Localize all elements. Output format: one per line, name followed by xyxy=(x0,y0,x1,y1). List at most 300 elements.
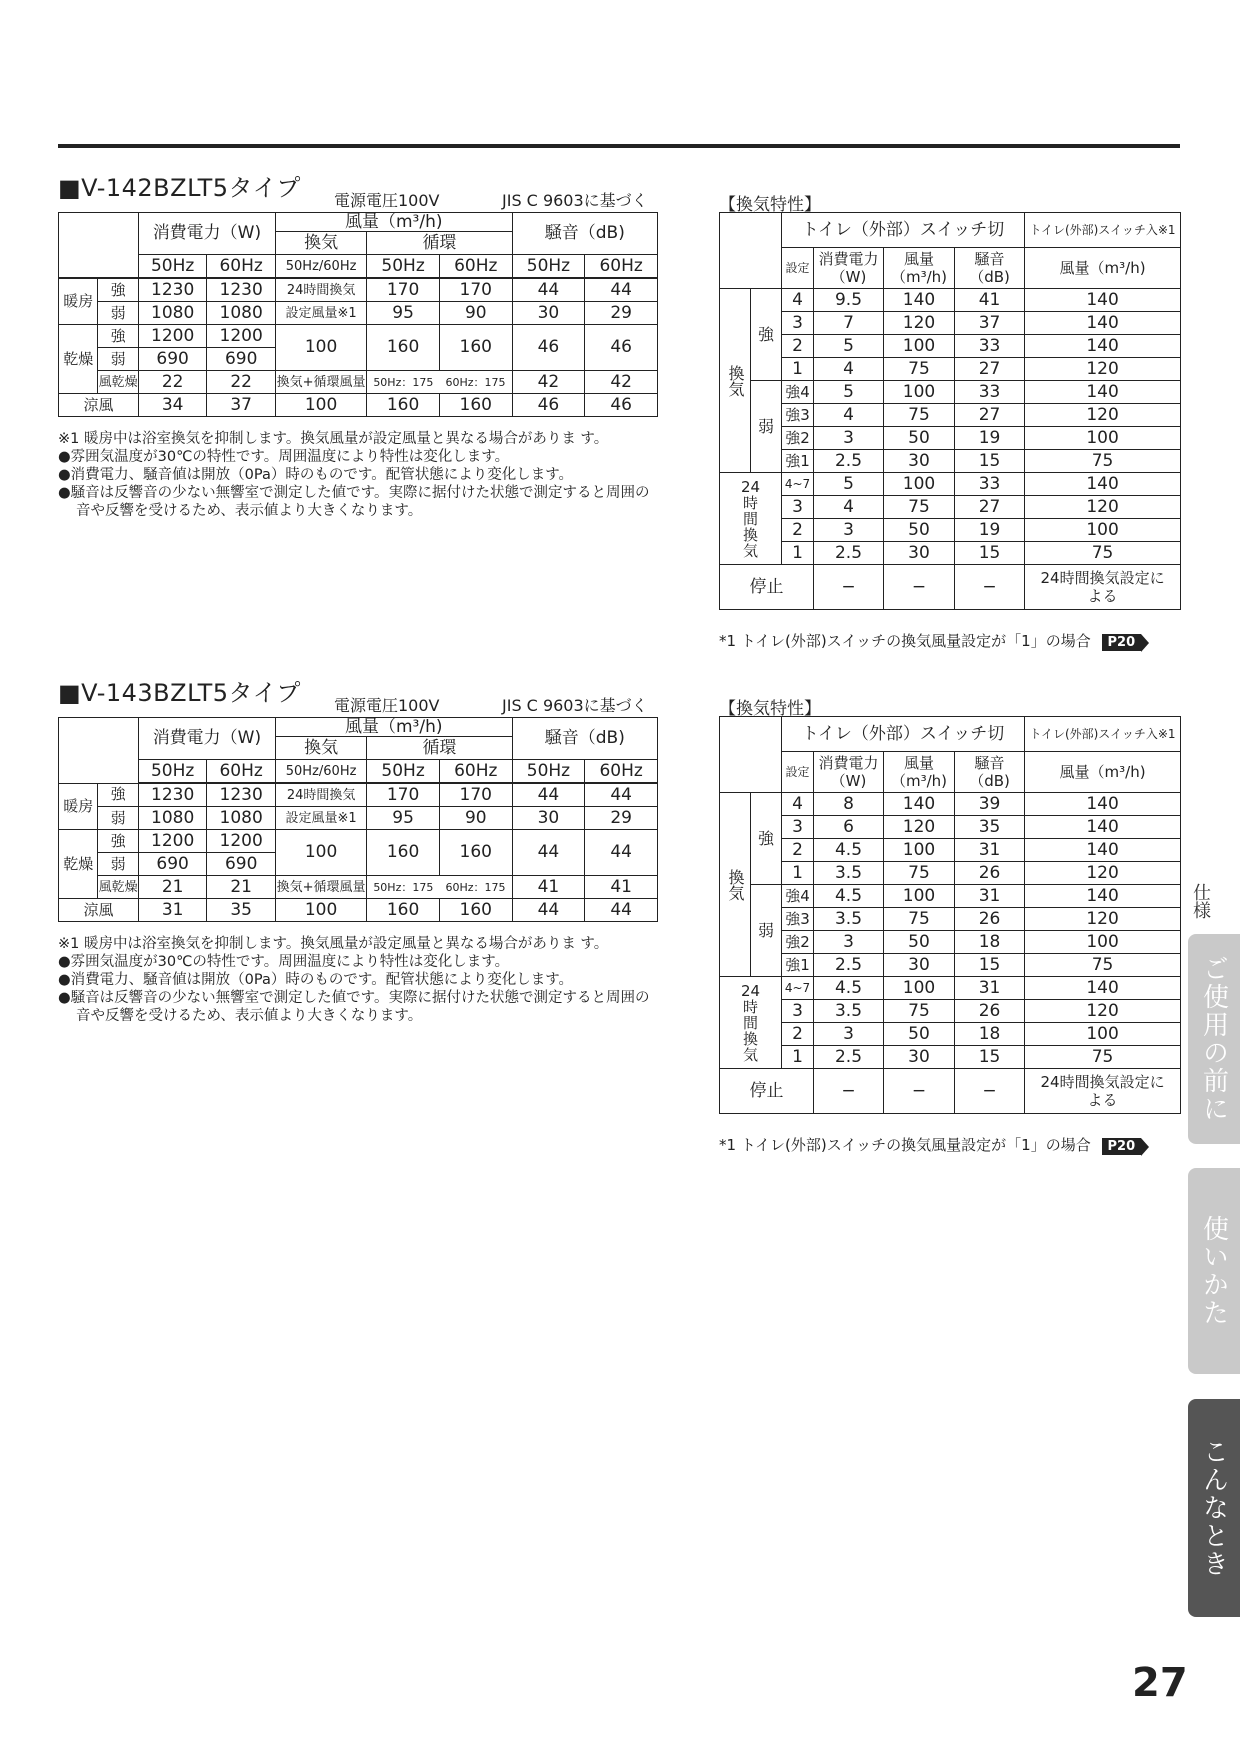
vent-cell: 強1 xyxy=(782,954,814,977)
table-cell: 24時間換気 xyxy=(275,783,366,807)
table-cell: 設定風量※1 xyxy=(275,302,366,325)
header-noise: 騒音（dB) xyxy=(512,213,657,255)
notes xyxy=(58,430,658,520)
vent-cell: 8 xyxy=(814,793,884,816)
table-cell: 44 xyxy=(585,783,658,807)
table-cell: 1200 xyxy=(138,325,207,348)
table-cell: 1080 xyxy=(207,302,276,325)
header-circ: 循環 xyxy=(367,737,512,760)
vent-stop-label: 停止 xyxy=(720,565,814,610)
vent-cell: 140 xyxy=(1025,793,1181,816)
vent-cell: 75 xyxy=(884,908,955,931)
vent-cell: 140 xyxy=(1025,312,1181,335)
table-cell: 24時間換気 xyxy=(275,278,366,302)
vent-cell: 4 xyxy=(782,793,814,816)
vent-cell: 100 xyxy=(884,977,955,1000)
vent-col-setting: 設定 xyxy=(782,248,814,289)
row-label: 強 xyxy=(98,830,138,853)
vent-cell: 2.5 xyxy=(814,1046,884,1069)
vent-cell: 31 xyxy=(955,977,1025,1000)
table-cell: 100 xyxy=(275,325,366,371)
vent-cell: 75 xyxy=(884,358,955,381)
table-cell: 1200 xyxy=(138,830,207,853)
table-cell: 1230 xyxy=(207,783,276,807)
vent-title: 【換気特性】 xyxy=(719,195,821,215)
vent-cell: 100 xyxy=(884,473,955,496)
vent-cell: 75 xyxy=(1025,450,1181,473)
table-cell: 30 xyxy=(512,302,585,325)
vent-cell: 4.5 xyxy=(814,839,884,862)
header-vent: 換気 xyxy=(275,232,366,255)
vent-cell: 100 xyxy=(884,335,955,358)
vent-cell: − xyxy=(884,1069,955,1114)
vent-cell: 1 xyxy=(782,358,814,381)
vent-cell: 100 xyxy=(1025,519,1181,542)
table-cell: 22 xyxy=(207,371,276,394)
hz-cell: 60Hz xyxy=(439,255,512,279)
vent-cell: 強4 xyxy=(782,885,814,908)
table-cell: 1230 xyxy=(138,278,207,302)
vent-cell: 140 xyxy=(1025,816,1181,839)
table-cell: 46 xyxy=(512,394,585,417)
vent-col-power: 消費電力（W) xyxy=(814,248,884,289)
vent-table xyxy=(719,716,1181,1114)
vent-cell: 50 xyxy=(884,1023,955,1046)
table-cell: 1230 xyxy=(207,278,276,302)
vent-cell: 140 xyxy=(1025,473,1181,496)
vent-cell: 強2 xyxy=(782,931,814,954)
table-cell: 60Hz：175 xyxy=(439,876,512,899)
vent-cell: 35 xyxy=(955,816,1025,839)
table-cell: 160 xyxy=(439,899,512,922)
table-cell: 160 xyxy=(367,830,440,876)
note: ●雰囲気温度が30℃の特性です。周囲温度により特性は変化します。 xyxy=(58,954,510,970)
vent-cell: 50 xyxy=(884,427,955,450)
vent-col-noise: 騒音（dB) xyxy=(955,248,1025,289)
vent-cell: 2 xyxy=(782,519,814,542)
vent-cell: 26 xyxy=(955,862,1025,885)
voltage-label: 電源電圧100V xyxy=(334,191,440,210)
hz-cell: 60Hz xyxy=(207,760,276,784)
table-cell: 95 xyxy=(367,807,440,830)
vent-cell: 3 xyxy=(814,1023,884,1046)
vent-cell: 140 xyxy=(1025,335,1181,358)
vent-cell: 120 xyxy=(1025,404,1181,427)
vent-cell: 140 xyxy=(884,289,955,312)
table-cell: 21 xyxy=(207,876,276,899)
row-group-dry: 乾燥 xyxy=(59,325,98,394)
page-number: 27 xyxy=(1132,1660,1188,1706)
vent-cell: 15 xyxy=(955,1046,1025,1069)
vent-cell: 9.5 xyxy=(814,289,884,312)
vent-cell: 100 xyxy=(884,381,955,404)
vent-group-vent: 換気 xyxy=(720,289,751,473)
row-label: 弱 xyxy=(98,853,138,876)
page-ref-badge[interactable]: P20 xyxy=(1102,634,1142,651)
table-cell: 90 xyxy=(439,302,512,325)
table-cell: 160 xyxy=(439,394,512,417)
spec-title: ■V-143BZLT5タイプ xyxy=(58,679,301,707)
hz-cell: 60Hz xyxy=(207,255,276,279)
vent-cell: 2 xyxy=(782,839,814,862)
vent-cell: 31 xyxy=(955,885,1025,908)
vent-cell: 75 xyxy=(1025,542,1181,565)
vent-cell: 4 xyxy=(814,496,884,519)
vent-cell: 4.5 xyxy=(814,977,884,1000)
row-label: 弱 xyxy=(98,302,138,325)
table-cell: 1200 xyxy=(207,325,276,348)
table-cell: 170 xyxy=(367,278,440,302)
vent-cell: 140 xyxy=(1025,977,1181,1000)
hz-cell: 60Hz xyxy=(585,255,658,279)
vent-cell: 140 xyxy=(884,793,955,816)
vent-cell: 19 xyxy=(955,519,1025,542)
table-cell: 42 xyxy=(585,371,658,394)
vent-switch-off: トイレ（外部）スイッチ切 xyxy=(782,717,1025,752)
vent-cell: 6 xyxy=(814,816,884,839)
vent-cell: 7 xyxy=(814,312,884,335)
header-corner xyxy=(59,718,139,784)
table-cell: 160 xyxy=(439,325,512,371)
footnote-text: *1 トイレ(外部)スイッチの換気風量設定が「1」の場合 xyxy=(719,632,1091,650)
table-cell: 95 xyxy=(367,302,440,325)
vent-cell: 18 xyxy=(955,1023,1025,1046)
vent-cell: 75 xyxy=(884,862,955,885)
vent-cell: 2.5 xyxy=(814,542,884,565)
header-noise: 騒音（dB) xyxy=(512,718,657,760)
vent-cell: 27 xyxy=(955,404,1025,427)
table-cell: 22 xyxy=(138,371,207,394)
header-airflow: 風量（m³/h) xyxy=(275,718,512,737)
vent-cell: 33 xyxy=(955,335,1025,358)
vent-cell: 3 xyxy=(814,931,884,954)
vent-cell: 4 xyxy=(814,358,884,381)
table-cell: 690 xyxy=(138,348,207,371)
vent-cell: 75 xyxy=(1025,954,1181,977)
header-corner xyxy=(59,213,139,279)
header-power: 消費電力（W) xyxy=(138,213,275,255)
table-cell: 46 xyxy=(585,394,658,417)
table-cell: 37 xyxy=(207,394,276,417)
header-circ: 循環 xyxy=(367,232,512,255)
vent-cell: 4.5 xyxy=(814,885,884,908)
vent-col-airflow-on: 風量（m³/h) xyxy=(1025,752,1181,793)
vent-cell: 100 xyxy=(1025,931,1181,954)
vent-col-airflow: 風量（m³/h) xyxy=(884,248,955,289)
vent-cell: 120 xyxy=(1025,908,1181,931)
vent-cell: 1 xyxy=(782,1046,814,1069)
vent-cell: 5 xyxy=(814,381,884,404)
table-cell: 170 xyxy=(367,783,440,807)
vent-cell: 強3 xyxy=(782,404,814,427)
vent-cell: 100 xyxy=(1025,1023,1181,1046)
hz-cell: 50Hz xyxy=(367,255,440,279)
vent-cell: 2.5 xyxy=(814,954,884,977)
table-cell: 30 xyxy=(512,807,585,830)
vent-cell: 1 xyxy=(782,542,814,565)
table-cell: 41 xyxy=(585,876,658,899)
hz-cell: 50Hz/60Hz xyxy=(275,255,366,279)
table-cell: 44 xyxy=(512,830,585,876)
table-cell: 690 xyxy=(207,348,276,371)
vent-col-airflow: 風量（m³/h) xyxy=(884,752,955,793)
note: ●消費電力、騒音値は開放（0Pa）時のものです。配管状態により変化します。 xyxy=(58,972,574,988)
vent-stop-label: 停止 xyxy=(720,1069,814,1114)
hz-cell: 60Hz xyxy=(439,760,512,784)
note: ※1 暖房中は浴室換気を抑制します。換気風量が設定風量と異なる場合がありま す。 xyxy=(58,936,609,952)
table-cell: 29 xyxy=(585,302,658,325)
vent-cell: − xyxy=(814,1069,884,1114)
vent-cell: 75 xyxy=(884,496,955,519)
vent-cell: 50 xyxy=(884,931,955,954)
standard-label: JIS C 9603に基づく xyxy=(502,696,648,715)
vent-group-strong: 強 xyxy=(751,289,782,381)
vent-cell: 120 xyxy=(1025,496,1181,519)
vent-cell: 140 xyxy=(1025,381,1181,404)
table-cell: 160 xyxy=(439,830,512,876)
table-cell: 1230 xyxy=(138,783,207,807)
footnote-text: *1 トイレ(外部)スイッチの換気風量設定が「1」の場合 xyxy=(719,1136,1091,1154)
vent-cell: 4 xyxy=(814,404,884,427)
row-group-heat: 暖房 xyxy=(59,783,98,830)
row-label: 弱 xyxy=(98,348,138,371)
table-cell: 60Hz：175 xyxy=(439,371,512,394)
vent-col-noise: 騒音（dB) xyxy=(955,752,1025,793)
tab-troubleshoot[interactable]: こんなとき xyxy=(1188,1399,1240,1617)
side-label-spec: 仕様 xyxy=(1190,883,1211,919)
row-label: 涼風 xyxy=(59,899,139,922)
hz-cell: 50Hz xyxy=(367,760,440,784)
vent-cell: 18 xyxy=(955,931,1025,954)
vent-group-weak: 弱 xyxy=(751,381,782,473)
vent-cell: 75 xyxy=(884,404,955,427)
vent-cell: 3 xyxy=(782,312,814,335)
vent-cell: 30 xyxy=(884,450,955,473)
vent-cell: 100 xyxy=(1025,427,1181,450)
hz-cell: 50Hz xyxy=(512,255,585,279)
table-cell: 100 xyxy=(275,394,366,417)
row-label: 風乾燥 xyxy=(98,876,138,899)
table-cell: 44 xyxy=(585,899,658,922)
header-power: 消費電力（W) xyxy=(138,718,275,760)
vent-cell: 24時間換気設定による xyxy=(1025,1069,1181,1114)
vent-cell: 27 xyxy=(955,496,1025,519)
vent-cell: 19 xyxy=(955,427,1025,450)
table-cell: 50Hz：175 xyxy=(367,371,440,394)
top-rule xyxy=(58,144,1180,148)
vent-cell: 3 xyxy=(782,816,814,839)
vent-group-weak: 弱 xyxy=(751,885,782,977)
vent-cell: 120 xyxy=(884,312,955,335)
vent-cell: 強1 xyxy=(782,450,814,473)
vent-cell: 3 xyxy=(782,496,814,519)
table-cell: 44 xyxy=(512,278,585,302)
table-cell: 90 xyxy=(439,807,512,830)
vent-cell: 26 xyxy=(955,908,1025,931)
header-airflow: 風量（m³/h) xyxy=(275,213,512,232)
table-cell: 1080 xyxy=(138,807,207,830)
vent-cell: 5 xyxy=(814,473,884,496)
table-cell: 1080 xyxy=(138,302,207,325)
vent-cell: 3 xyxy=(814,427,884,450)
vent-cell: 5 xyxy=(814,335,884,358)
table-cell: 160 xyxy=(367,394,440,417)
vent-cell: 4~7 xyxy=(782,473,814,496)
table-cell: 44 xyxy=(512,899,585,922)
vent-cell: 2 xyxy=(782,1023,814,1046)
vent-cell: 30 xyxy=(884,542,955,565)
table-cell: 1200 xyxy=(207,830,276,853)
table-cell: 41 xyxy=(512,876,585,899)
vent-cell: 75 xyxy=(1025,1046,1181,1069)
table-cell: 160 xyxy=(367,325,440,371)
vent-cell: 50 xyxy=(884,519,955,542)
vent-cell: − xyxy=(955,1069,1025,1114)
vent-corner xyxy=(720,717,782,793)
spec-table xyxy=(58,212,658,417)
table-cell: 42 xyxy=(512,371,585,394)
table-cell: 44 xyxy=(585,278,658,302)
vent-cell: 3 xyxy=(782,1000,814,1023)
vent-cell: 140 xyxy=(1025,289,1181,312)
vent-cell: 140 xyxy=(1025,885,1181,908)
vent-cell: 31 xyxy=(955,839,1025,862)
vent-cell: 39 xyxy=(955,793,1025,816)
note: ●騒音は反響音の少ない無響室で測定した値です。実際に据付けた状態で測定すると周囲の音や反響を受けるため、表示値より大きくなります。 xyxy=(58,485,650,519)
table-cell: 44 xyxy=(512,783,585,807)
hz-cell: 60Hz xyxy=(585,760,658,784)
vent-cell: 2.5 xyxy=(814,450,884,473)
vent-group-24h: 24時間換気 xyxy=(720,977,782,1069)
table-cell: 35 xyxy=(207,899,276,922)
vent-cell: 37 xyxy=(955,312,1025,335)
vent-cell: 27 xyxy=(955,358,1025,381)
tab-how-to-use[interactable]: 使いかた xyxy=(1188,1168,1240,1374)
vent-cell: 100 xyxy=(884,839,955,862)
table-cell: 設定風量※1 xyxy=(275,807,366,830)
vent-cell: 15 xyxy=(955,450,1025,473)
vent-cell: 30 xyxy=(884,1046,955,1069)
vent-cell: 強2 xyxy=(782,427,814,450)
vent-cell: − xyxy=(955,565,1025,610)
vent-table xyxy=(719,212,1181,610)
vent-switch-on: トイレ(外部)スイッチ入※1 xyxy=(1025,213,1181,248)
vent-col-power: 消費電力（W) xyxy=(814,752,884,793)
header-vent: 換気 xyxy=(275,737,366,760)
table-cell: 1080 xyxy=(207,807,276,830)
standard-label: JIS C 9603に基づく xyxy=(502,191,648,210)
vent-footnote xyxy=(719,630,1141,651)
notes xyxy=(58,935,658,1025)
table-cell: 170 xyxy=(439,783,512,807)
vent-cell: 41 xyxy=(955,289,1025,312)
row-group-dry: 乾燥 xyxy=(59,830,98,899)
hz-cell: 50Hz xyxy=(512,760,585,784)
vent-cell: 3.5 xyxy=(814,862,884,885)
vent-col-airflow-on: 風量（m³/h) xyxy=(1025,248,1181,289)
row-label: 強 xyxy=(98,783,138,807)
vent-title: 【換気特性】 xyxy=(719,699,821,719)
table-cell: 690 xyxy=(138,853,207,876)
vent-cell: 75 xyxy=(884,1000,955,1023)
row-group-heat: 暖房 xyxy=(59,278,98,325)
vent-group-24h: 24時間換気 xyxy=(720,473,782,565)
table-cell: 44 xyxy=(585,830,658,876)
vent-cell: 3.5 xyxy=(814,908,884,931)
vent-cell: 30 xyxy=(884,954,955,977)
table-cell: 21 xyxy=(138,876,207,899)
vent-cell: 3 xyxy=(814,519,884,542)
note: ●騒音は反響音の少ない無響室で測定した値です。実際に据付けた状態で測定すると周囲の音や反響を受けるため、表示値より大きくなります。 xyxy=(58,990,650,1024)
table-cell: 100 xyxy=(275,830,366,876)
hz-cell: 50Hz/60Hz xyxy=(275,760,366,784)
table-cell: 170 xyxy=(439,278,512,302)
table-cell: 50Hz：175 xyxy=(367,876,440,899)
vent-cell: 120 xyxy=(1025,862,1181,885)
vent-cell: 120 xyxy=(1025,1000,1181,1023)
vent-cell: − xyxy=(814,565,884,610)
vent-cell: 15 xyxy=(955,954,1025,977)
row-label: 涼風 xyxy=(59,394,139,417)
note: ●消費電力、騒音値は開放（0Pa）時のものです。配管状態により変化します。 xyxy=(58,467,574,483)
vent-cell: 140 xyxy=(1025,839,1181,862)
vent-cell: 2 xyxy=(782,335,814,358)
vent-footnote xyxy=(719,1134,1141,1155)
table-cell: 31 xyxy=(138,899,207,922)
note: ●雰囲気温度が30℃の特性です。周囲温度により特性は変化します。 xyxy=(58,449,510,465)
row-label: 強 xyxy=(98,278,138,302)
table-cell: 690 xyxy=(207,853,276,876)
vent-cell: 120 xyxy=(1025,358,1181,381)
table-cell: 100 xyxy=(275,899,366,922)
vent-cell: 4~7 xyxy=(782,977,814,1000)
vent-group-vent: 換気 xyxy=(720,793,751,977)
vent-cell: − xyxy=(884,565,955,610)
vent-cell: 4 xyxy=(782,289,814,312)
vent-cell: 26 xyxy=(955,1000,1025,1023)
vent-cell: 強3 xyxy=(782,908,814,931)
row-label: 強 xyxy=(98,325,138,348)
vent-cell: 100 xyxy=(884,885,955,908)
vent-switch-off: トイレ（外部）スイッチ切 xyxy=(782,213,1025,248)
spec-table xyxy=(58,717,658,922)
vent-cell: 1 xyxy=(782,862,814,885)
vent-group-strong: 強 xyxy=(751,793,782,885)
tab-before-use[interactable]: ご使用の前に xyxy=(1188,934,1240,1144)
row-label: 弱 xyxy=(98,807,138,830)
vent-cell: 120 xyxy=(884,816,955,839)
table-cell: 換気+循環風量 xyxy=(275,876,366,899)
row-label: 風乾燥 xyxy=(98,371,138,394)
table-cell: 46 xyxy=(585,325,658,371)
vent-cell: 強4 xyxy=(782,381,814,404)
table-cell: 29 xyxy=(585,807,658,830)
table-cell: 34 xyxy=(138,394,207,417)
table-cell: 換気+循環風量 xyxy=(275,371,366,394)
vent-switch-on: トイレ(外部)スイッチ入※1 xyxy=(1025,717,1181,752)
hz-cell: 50Hz xyxy=(138,255,207,279)
table-cell: 160 xyxy=(367,899,440,922)
vent-col-setting: 設定 xyxy=(782,752,814,793)
page-ref-badge[interactable]: P20 xyxy=(1102,1138,1142,1155)
vent-cell: 24時間換気設定による xyxy=(1025,565,1181,610)
voltage-label: 電源電圧100V xyxy=(334,696,440,715)
vent-cell: 33 xyxy=(955,381,1025,404)
vent-cell: 15 xyxy=(955,542,1025,565)
vent-corner xyxy=(720,213,782,289)
vent-cell: 3.5 xyxy=(814,1000,884,1023)
table-cell: 46 xyxy=(512,325,585,371)
